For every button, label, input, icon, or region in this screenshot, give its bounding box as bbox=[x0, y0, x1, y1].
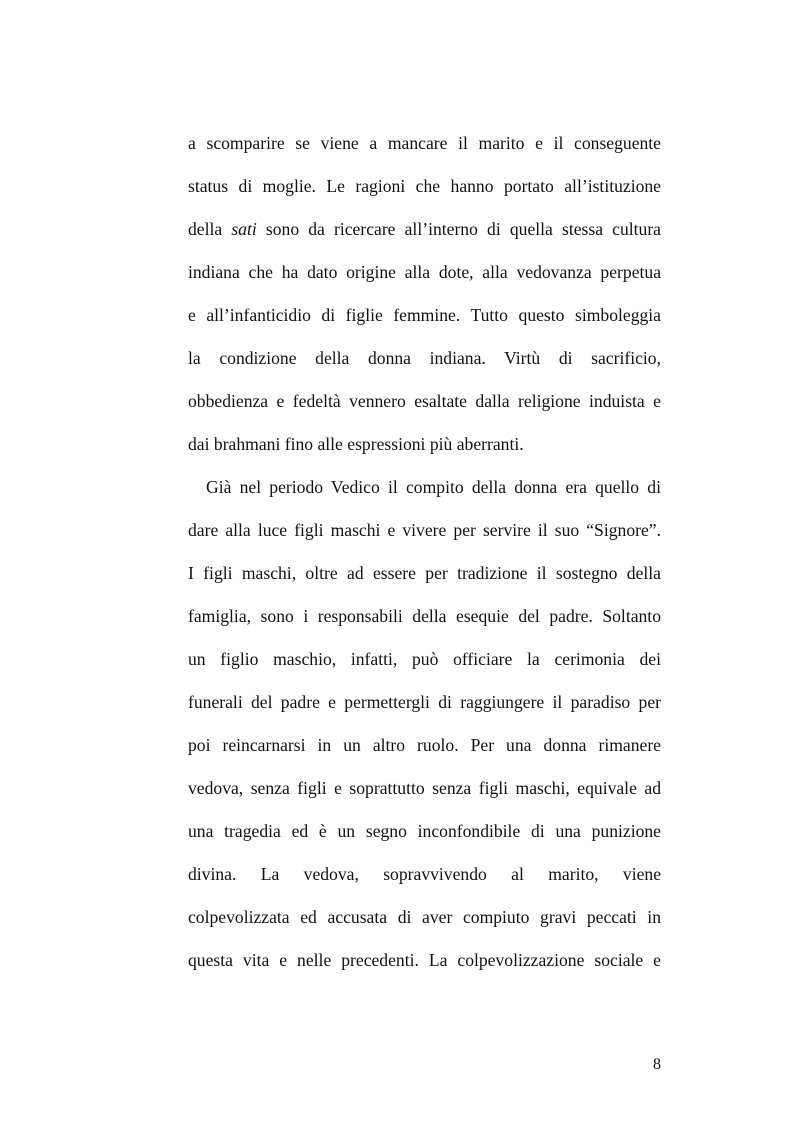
text-line: divina. La vedova, sopravvivendo al marito, viene bbox=[188, 864, 661, 884]
text-fragment: della bbox=[188, 219, 232, 239]
text-line: status di moglie. Le ragioni che hanno portato all’istituzione bbox=[188, 176, 661, 196]
text-line: un figlio maschio, infatti, può officiare la cerimonia dei bbox=[188, 649, 661, 669]
text-line: questa vita e nelle precedenti. La colpevolizzazione sociale e bbox=[188, 950, 661, 970]
body-text bbox=[188, 129, 661, 989]
text-line: indiana che ha dato origine alla dote, alla vedovanza perpetua bbox=[188, 262, 661, 282]
text-line: la condizione della donna indiana. Virtù di sacrificio, bbox=[188, 348, 661, 368]
text-line: poi reincarnarsi in un altro ruolo. Per una donna rimanere bbox=[188, 735, 661, 755]
text-line: famiglia, sono i responsabili della esequie del padre. Soltanto bbox=[188, 606, 661, 626]
text-fragment: sono da ricercare all’interno di quella stessa cultura bbox=[256, 219, 661, 239]
text-line: funerali del padre e permettergli di raggiungere il paradiso per bbox=[188, 692, 661, 712]
text-line: dare alla luce figli maschi e vivere per servire il suo “Signore”. bbox=[188, 520, 661, 540]
text-line: dai brahmani fino alle espressioni più aberranti. bbox=[188, 434, 524, 454]
text-line: e all’infanticidio di figlie femmine. Tutto questo simboleggia bbox=[188, 305, 661, 325]
page-number: 8 bbox=[653, 1056, 661, 1073]
text-line: I figli maschi, oltre ad essere per tradizione il sostegno della bbox=[188, 563, 661, 583]
text-line: colpevolizzata ed accusata di aver compiuto gravi peccati in bbox=[188, 907, 661, 927]
text-line: obbedienza e fedeltà vennero esaltate dalla religione induista e bbox=[188, 391, 661, 411]
text-line bbox=[188, 215, 661, 258]
text-line: vedova, senza figli e soprattutto senza figli maschi, equivale ad bbox=[188, 778, 661, 798]
text-line: Già nel periodo Vedico il compito della donna era quello di bbox=[206, 477, 661, 497]
text-line: a scomparire se viene a mancare il marito e il conseguente bbox=[188, 133, 661, 153]
text-line: una tragedia ed è un segno inconfondibile di una punizione bbox=[188, 821, 661, 841]
italic-term: sati bbox=[231, 219, 257, 239]
